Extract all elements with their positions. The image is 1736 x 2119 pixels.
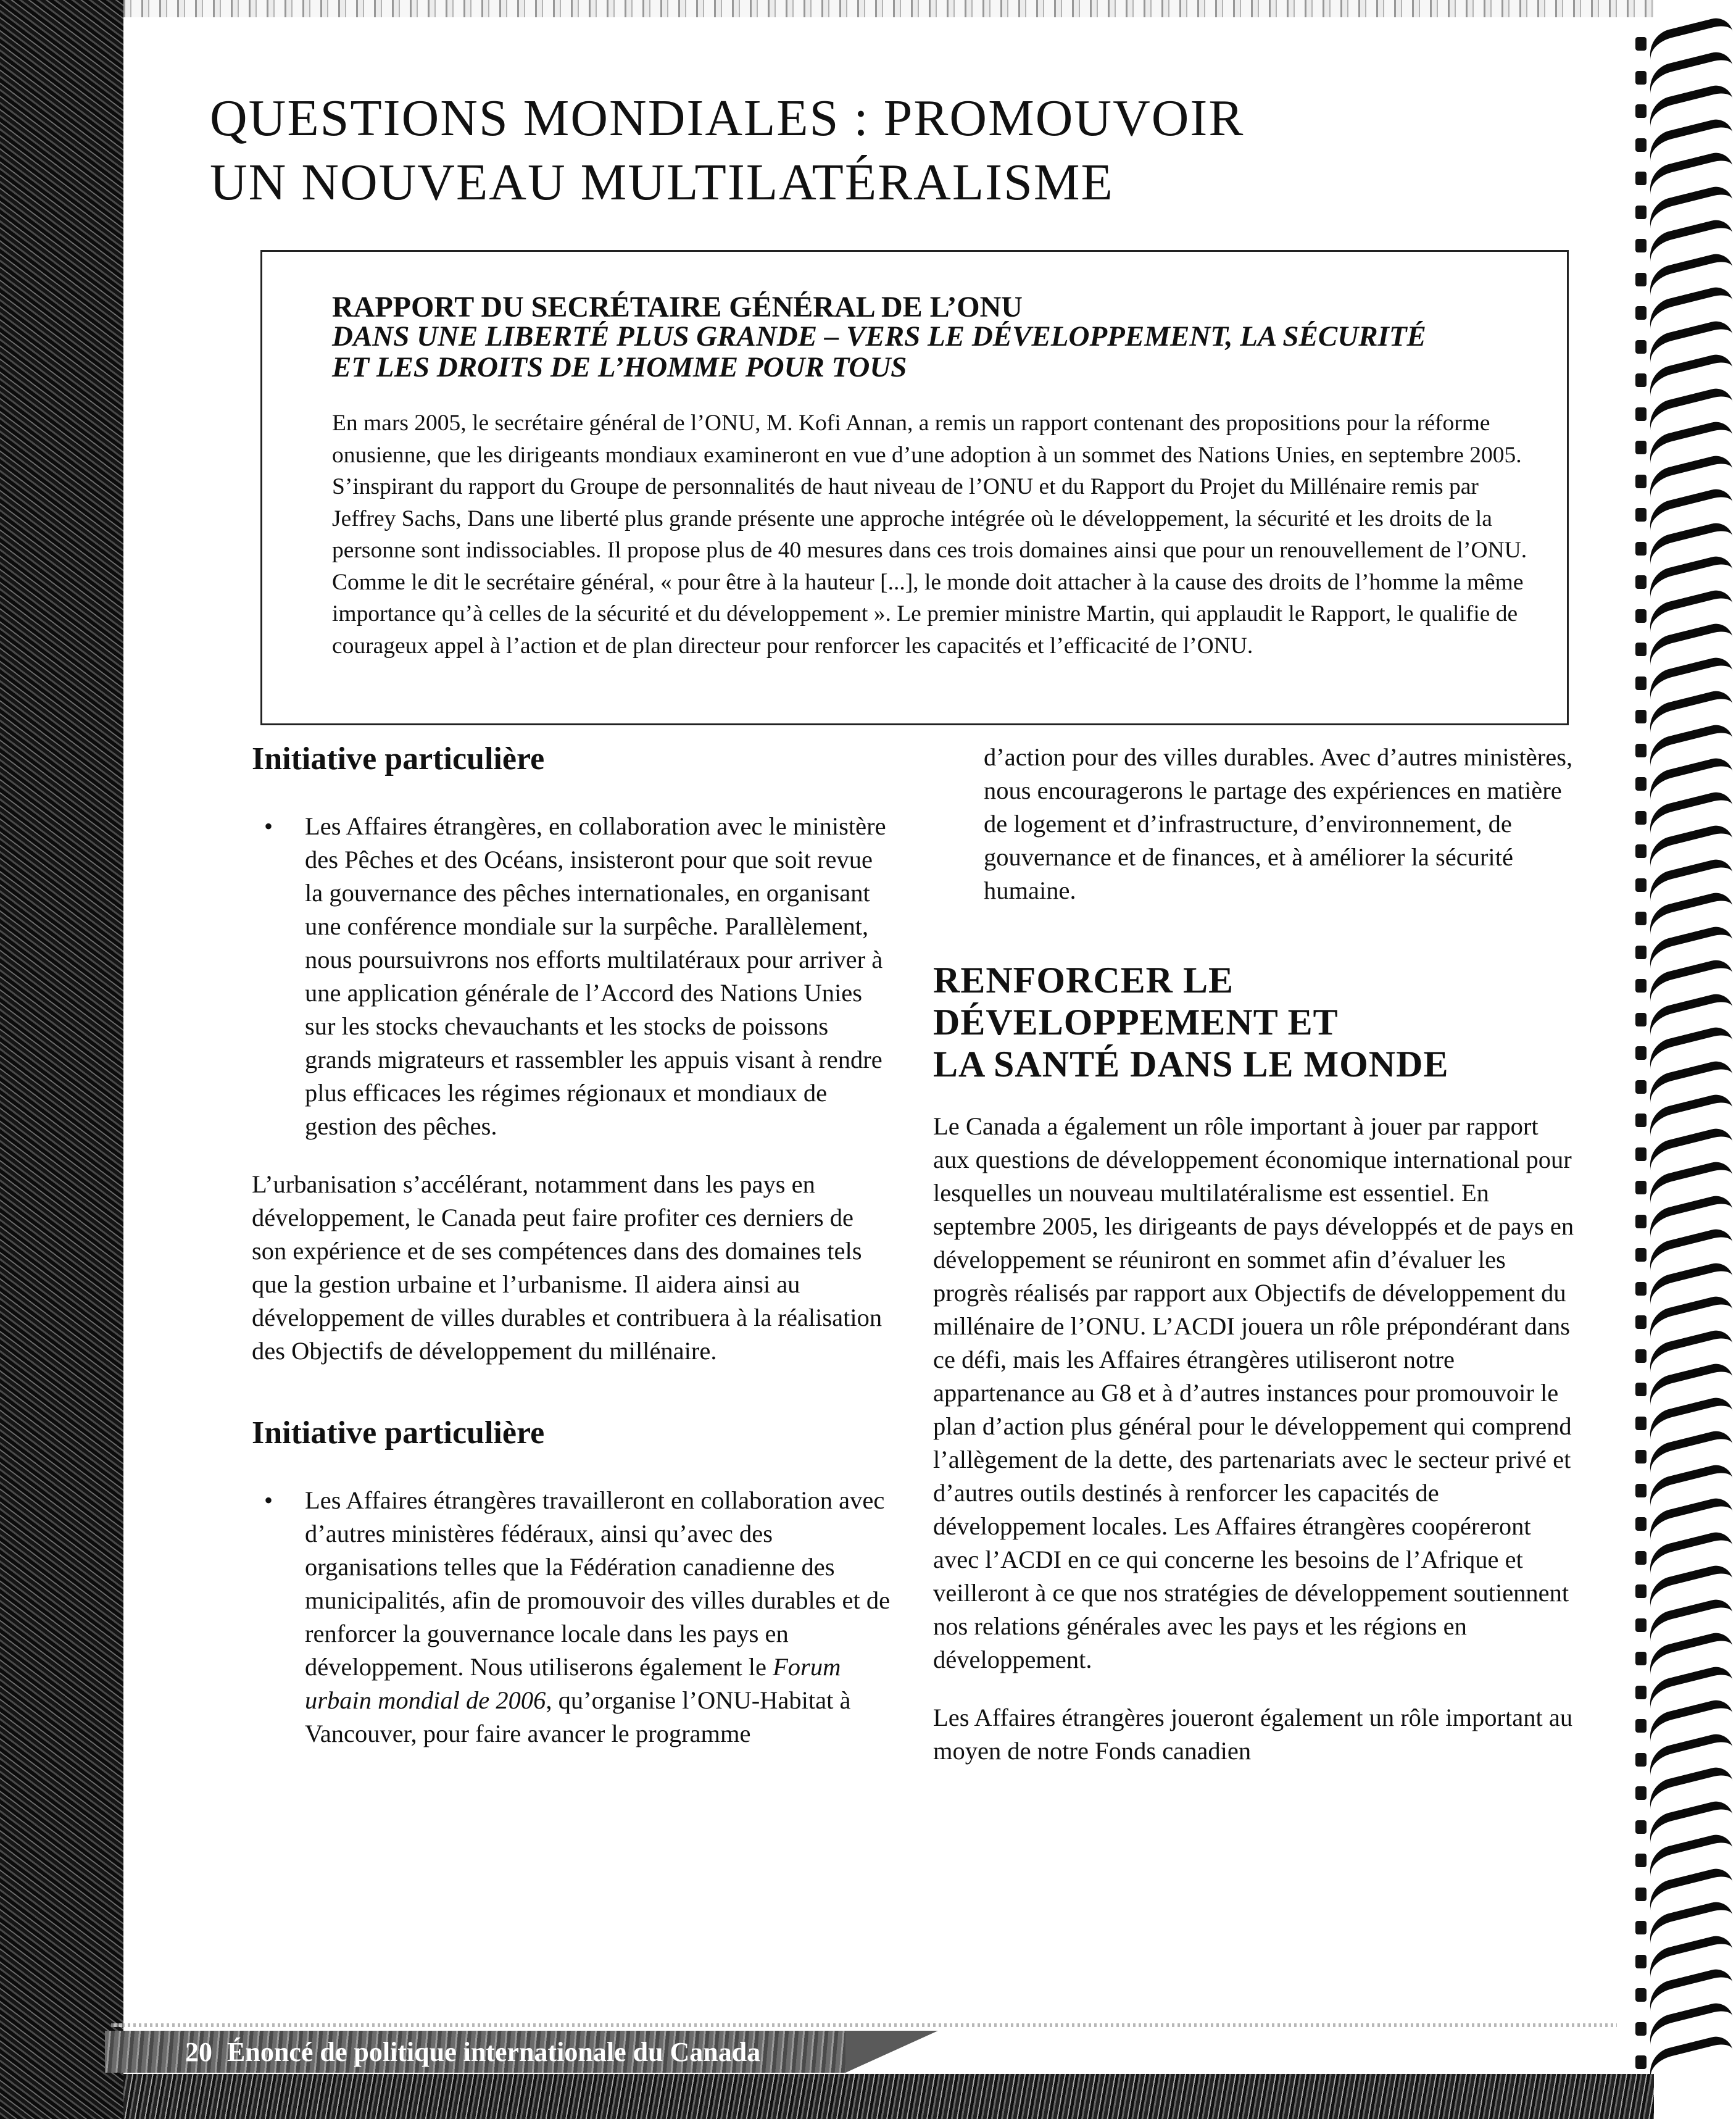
- punch-hole: [1635, 1282, 1647, 1296]
- continuation-paragraph: d’action pour des villes durables. Avec d’autres ministères, nous encouragerons le partage des expériences en matière de logement et d’infrastructure, d’environnement, de gouvernance et de finances, et à améliorer la sécurité humaine.: [984, 743, 1573, 904]
- box-subtitle-line: ET LES DROITS DE L’HOMME POUR TOUS: [332, 351, 907, 383]
- footer-rule: [111, 2023, 1617, 2027]
- punch-hole: [1635, 1618, 1647, 1632]
- development-paragraph: Le Canada a également un rôle important à jouer par rapport aux questions de développement économique international pour lesquelles un nouveau multilatéralisme est essentiel. En septembre 2005, les dirigeants de pays développés et de pays en développement se réuniront en sommet afin d’évaluer les progrès réalisés par rapport aux Objectifs de développement du millénaire de l’ONU. L’ACDI jouera un rôle prépondérant dans ce défi, mais les Affaires étrangères utiliseront notre appartenance au G8 et à d’autres instances pour promouvoir le plan d’action plus général pour le développement qui comprend l’allègement de la dette, des partenariats avec le secteur privé et d’autres outils destinés à renforcer les capacités de développement locales. Les Affaires étrangères coopéreront avec l’ACDI en ce qui concerne les besoins de l’Afrique et veilleront à ce que nos stratégies de développement soutiennent nos relations générales avec les pays et les régions en développement.: [933, 1112, 1574, 1673]
- initiative-bullet: [252, 810, 894, 1143]
- punch-hole: [1635, 1013, 1647, 1026]
- box-subtitle: [332, 321, 1554, 383]
- punch-hole: [1635, 1820, 1647, 1834]
- punch-hole: [1635, 1484, 1647, 1497]
- footer-slant: [845, 2031, 938, 2073]
- punch-hole: [1635, 373, 1647, 387]
- page-title: [210, 86, 1598, 215]
- bullet-text-start: Les Affaires étrangères travailleront en collaboration avec d’autres ministères fédéraux, ainsi qu’avec des organisations telles que la Fédération canadienne des municipalités, afin de promouvoir des villes durables et de renforcer la gouvernance locale dans les pays en développement. Nous utiliserons également le: [305, 1486, 891, 1681]
- punch-hole: [1635, 1888, 1647, 1901]
- punch-hole: [1635, 172, 1647, 185]
- punch-hole: [1635, 273, 1647, 286]
- punch-hole: [1635, 1686, 1647, 1699]
- punch-hole: [1635, 508, 1647, 522]
- forum-title: Forum urbain mondial de 2006: [305, 1653, 841, 1714]
- page-number: 20: [185, 2036, 212, 2067]
- punch-hole: [1635, 1551, 1647, 1565]
- punch-hole: [1635, 1719, 1647, 1733]
- bullet-text-end: , qu’organise l’ONU-Habitat à Vancouver, pour faire avancer le programme: [305, 1686, 851, 1747]
- punch-hole: [1635, 475, 1647, 488]
- punch-hole: [1635, 1147, 1647, 1161]
- punch-hole: [1635, 239, 1647, 252]
- punch-hole: [1635, 1383, 1647, 1396]
- scan-border-bottom: [123, 2074, 1654, 2119]
- initiative-bullet: [252, 1484, 894, 1751]
- punch-hole: [1635, 1181, 1647, 1194]
- punch-hole: [1635, 340, 1647, 354]
- punch-hole: [1635, 1450, 1647, 1463]
- section-heading: [933, 959, 1575, 1085]
- bullet-text: Les Affaires étrangères, en collaboration avec le ministère des Pêches et des Océans, insisteront pour que soit revue la gouvernance des pêches internationales, en organisant une conférence mondiale sur la surpêche. Parallèlement, nous poursuivrons nos efforts multilatéraux pour arriver à une application générale de l’Accord des Nations Unies sur les stocks chevauchants et les stocks de poissons grands migrateurs et rassembler les appuis visant à rendre plus efficaces les régimes régionaux et mondiaux de gestion des pêches.: [305, 812, 886, 1140]
- urbanisation-paragraph: L’urbanisation s’accélérant, notamment dans les pays en développement, le Canada peut faire profiter ces derniers de son expérience et de ses compétences dans des domaines tels que la gestion urbaine et l’urbanisme. Il aidera ainsi au développement de villes durables et contribuera à la réalisation des Objectifs de développement du millénaire.: [252, 1170, 883, 1365]
- punch-hole: [1635, 1080, 1647, 1094]
- punch-hole: [1635, 1955, 1647, 1968]
- punch-hole: [1635, 1114, 1647, 1127]
- punch-hole: [1635, 2055, 1647, 2069]
- initiative-heading: Initiative particulière: [252, 1415, 545, 1451]
- punch-hole: [1635, 71, 1647, 85]
- footer-bar: [105, 2031, 845, 2073]
- punch-hole: [1635, 609, 1647, 623]
- punch-hole: [1635, 1753, 1647, 1767]
- punch-hole: [1635, 1315, 1647, 1329]
- right-column: [933, 741, 1575, 1768]
- box-title: RAPPORT DU SECRÉTAIRE GÉNÉRAL DE L’ONU: [332, 291, 1023, 323]
- section-heading-line: RENFORCER LE: [933, 960, 1234, 1001]
- page-title-line: UN NOUVEAU MULTILATÉRALISME: [210, 154, 1114, 211]
- punch-hole: [1635, 643, 1647, 656]
- punch-hole: [1635, 811, 1647, 825]
- punch-hole: [1635, 1417, 1647, 1430]
- punch-hole: [1635, 1652, 1647, 1665]
- punch-hole: [1635, 542, 1647, 556]
- punch-hole: [1635, 37, 1647, 51]
- punch-hole: [1635, 138, 1647, 152]
- bullet-dot-icon: •: [264, 1486, 273, 1514]
- punch-hole: [1635, 844, 1647, 858]
- box-subtitle-line: DANS UNE LIBERTÉ PLUS GRANDE – VERS LE DÉVELOPPEMENT, LA SÉCURITÉ: [332, 320, 1426, 352]
- punch-hole: [1635, 878, 1647, 892]
- punch-hole: [1635, 676, 1647, 690]
- punch-hole: [1635, 777, 1647, 791]
- scan-border-top: [123, 0, 1654, 17]
- punch-hole: [1635, 912, 1647, 925]
- punch-hole: [1635, 1921, 1647, 1934]
- page-title-line: QUESTIONS MONDIALES : PROMOUVOIR: [210, 90, 1245, 147]
- footer-title: Énoncé de politique internationale du Canada: [227, 2036, 761, 2067]
- punch-hole: [1635, 1584, 1647, 1598]
- box-body-text: En mars 2005, le secrétaire général de l’ONU, M. Kofi Annan, a remis un rapport contenant des propositions pour la réforme onusienne, que les dirigeants mondiaux examineront en vue d’une adoption à un sommet des Nations Unies, en septembre 2005. S’inspirant du rapport du Groupe de personnalités de haut niveau de l’ONU et du Rapport du Projet du Millénaire remis par Jeffrey Sachs, Dans une liberté plus grande présente une approche intégrée où le développement, la sécurité et les droits de la personne sont indissociables. Il propose plus de 40 mesures dans ces trois domaines ainsi que pour un renouvellement de l’ONU. Comme le dit le secrétaire général, « pour être à la hauteur [...], le monde doit attacher à la cause des droits de l’homme la même importance qu’à celles de la sécurité et du développement ». Le premier ministre Martin, qui applaudit le Rapport, le qualifie de courageux appel à l’action et de plan directeur pour renforcer les capacités et l’efficacité de l’ONU.: [332, 410, 1527, 659]
- punch-hole: [1635, 1988, 1647, 2002]
- punch-hole: [1635, 441, 1647, 454]
- punch-hole: [1635, 104, 1647, 118]
- section-heading-line: DÉVELOPPEMENT ET: [933, 1002, 1339, 1043]
- punch-hole: [1635, 1349, 1647, 1363]
- spiral-binding: [1635, 25, 1736, 2074]
- punch-hole: [1635, 946, 1647, 959]
- punch-hole: [1635, 1046, 1647, 1060]
- punch-hole: [1635, 407, 1647, 421]
- section-heading-line: LA SANTÉ DANS LE MONDE: [933, 1044, 1449, 1084]
- punch-hole: [1635, 1854, 1647, 1867]
- fund-paragraph: Les Affaires étrangères joueront également un rôle important au moyen de notre Fonds canadien: [933, 1704, 1573, 1765]
- punch-hole: [1635, 1517, 1647, 1531]
- scan-border-left: [0, 0, 123, 2119]
- punch-hole: [1635, 2022, 1647, 2036]
- punch-hole: [1635, 710, 1647, 723]
- punch-hole: [1635, 575, 1647, 589]
- punch-hole: [1635, 1248, 1647, 1262]
- punch-hole: [1635, 744, 1647, 757]
- left-column: [252, 741, 894, 1751]
- initiative-heading: Initiative particulière: [252, 741, 545, 776]
- punch-hole: [1635, 1786, 1647, 1800]
- bullet-dot-icon: •: [264, 812, 273, 840]
- punch-hole: [1635, 979, 1647, 993]
- punch-hole: [1635, 206, 1647, 219]
- punch-hole: [1635, 1215, 1647, 1228]
- punch-hole: [1635, 306, 1647, 320]
